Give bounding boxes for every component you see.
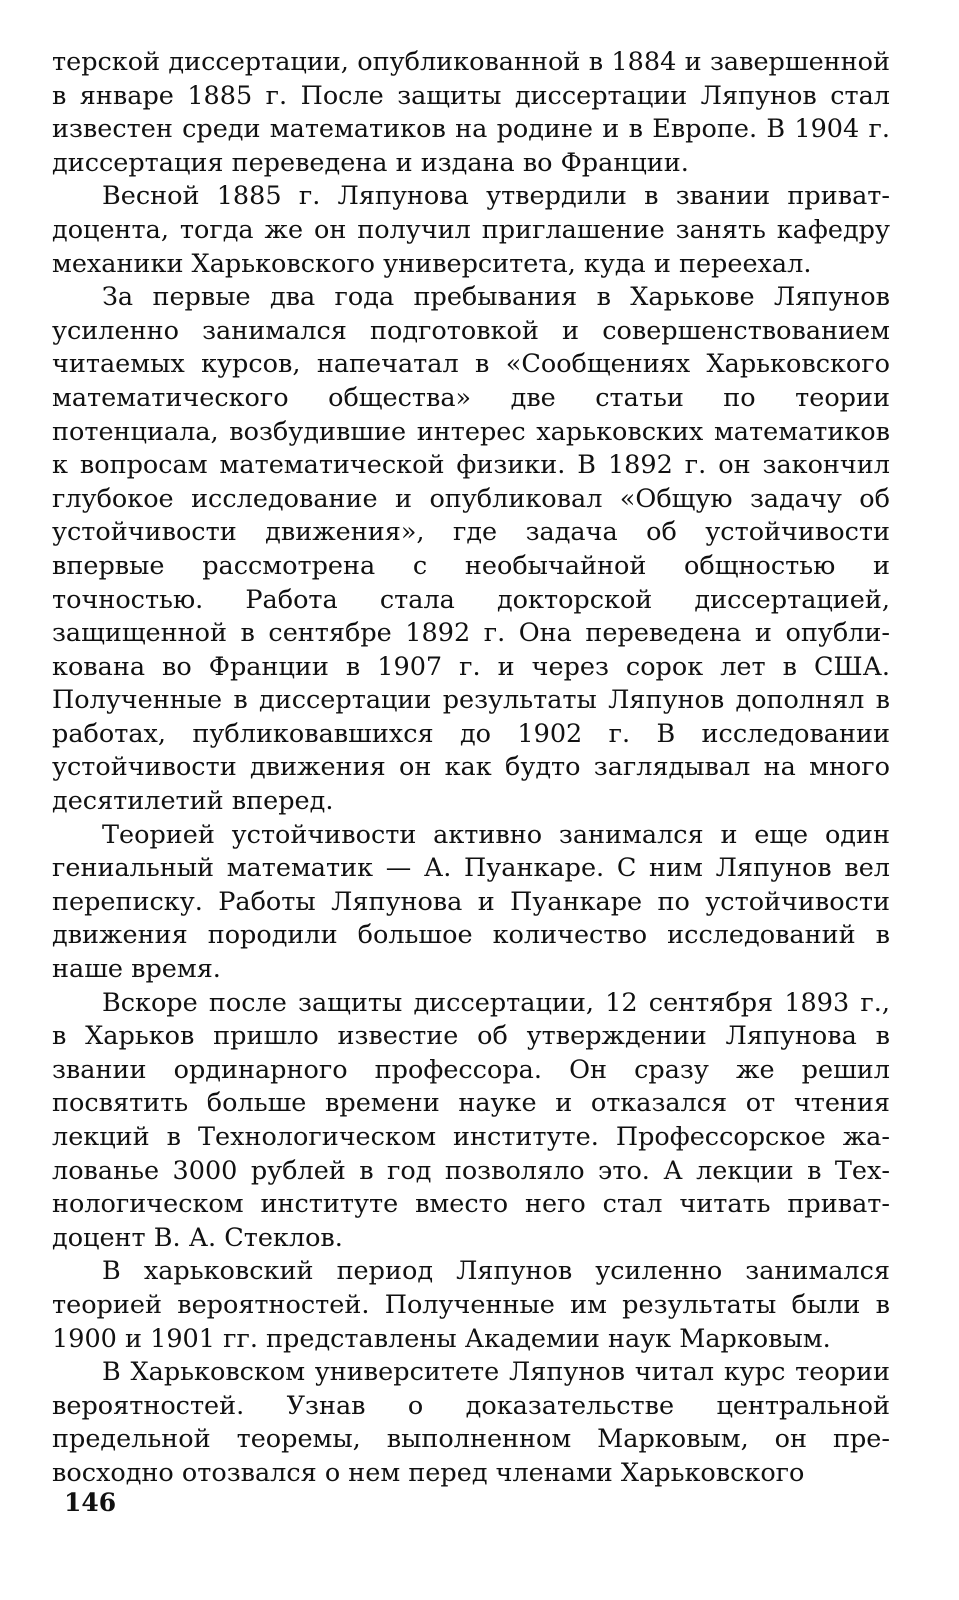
paragraph-5: Вскоре после защиты диссертации, 12 сентября 1893 г., в Харьков пришло известие об утверждении Ляпунова в звании ординарного профессора. Он сразу же решил посвятить больше времени науке и отказался от чтения лекций в Технологическом институте. Профессорское жалованье 3000 рублей в год позволяло это. А лекции в Технологическом институте вместо него стал читать приват-доцент В. А. Стеклов. [52,987,890,1253]
page-body [52,46,890,1491]
paragraph-3: За первые два года пребывания в Харькове Ляпунов усиленно занимался подготовкой и совершенствованием читаемых курсов, напечатал в «Сообщениях Харьковского математического общества» две статьи по теории потенциала, возбудившие интерес харьковских математиков к вопросам математической физики. В 1892 г. он закончил глубокое исследование и опубликовал «Общую задачу об устойчивости движения», где задача об устойчивости впервые рассмотрена с необычайной общностью и точностью. Работа стала докторской диссертацией, защищенной в сентябре 1892 г. Она переведена и опубликована во Франции в 1907 г. и через сорок лет в США. Полученные в диссертации результаты Ляпунов дополнял в работах, публиковавшихся до 1902 г. В исследовании устойчивости движения он как будто заглядывал на много десятилетий вперед. [52,282,890,817]
paragraph-4: Теорией устойчивости активно занимался и еще один гениальный математик — А. Пуанкаре. С ним Ляпунов вел переписку. Работы Ляпунова и Пуанкаре по устойчивости движения породили большое количество исследований в наше время. [52,819,890,985]
page-number: 146 [64,1488,117,1517]
paragraph-2: Весной 1885 г. Ляпунова утвердили в звании приват-доцента, тогда же он получил приглашение занять кафедру механики Харьковского университета, куда и переехал. [52,181,890,279]
paragraph-6: В харьковский период Ляпунов усиленно занимался теорией вероятностей. Полученные им результаты были в 1900 и 1901 гг. представлены Академии наук Марковым. [52,1256,890,1354]
paragraph-1: терской диссертации, опубликованной в 1884 и завершенной в январе 1885 г. После защиты диссертации Ляпунов стал известен среди математиков на родине и в Европе. В 1904 г. диссертация переведена и издана во Франции. [52,47,890,178]
paragraph-7: В Харьковском университете Ляпунов читал курс теории вероятностей. Узнав о доказательстве центральной предельной теоремы, выполненном Марковым, он превосходно отозвался о нем перед членами Харьковского [52,1357,890,1488]
